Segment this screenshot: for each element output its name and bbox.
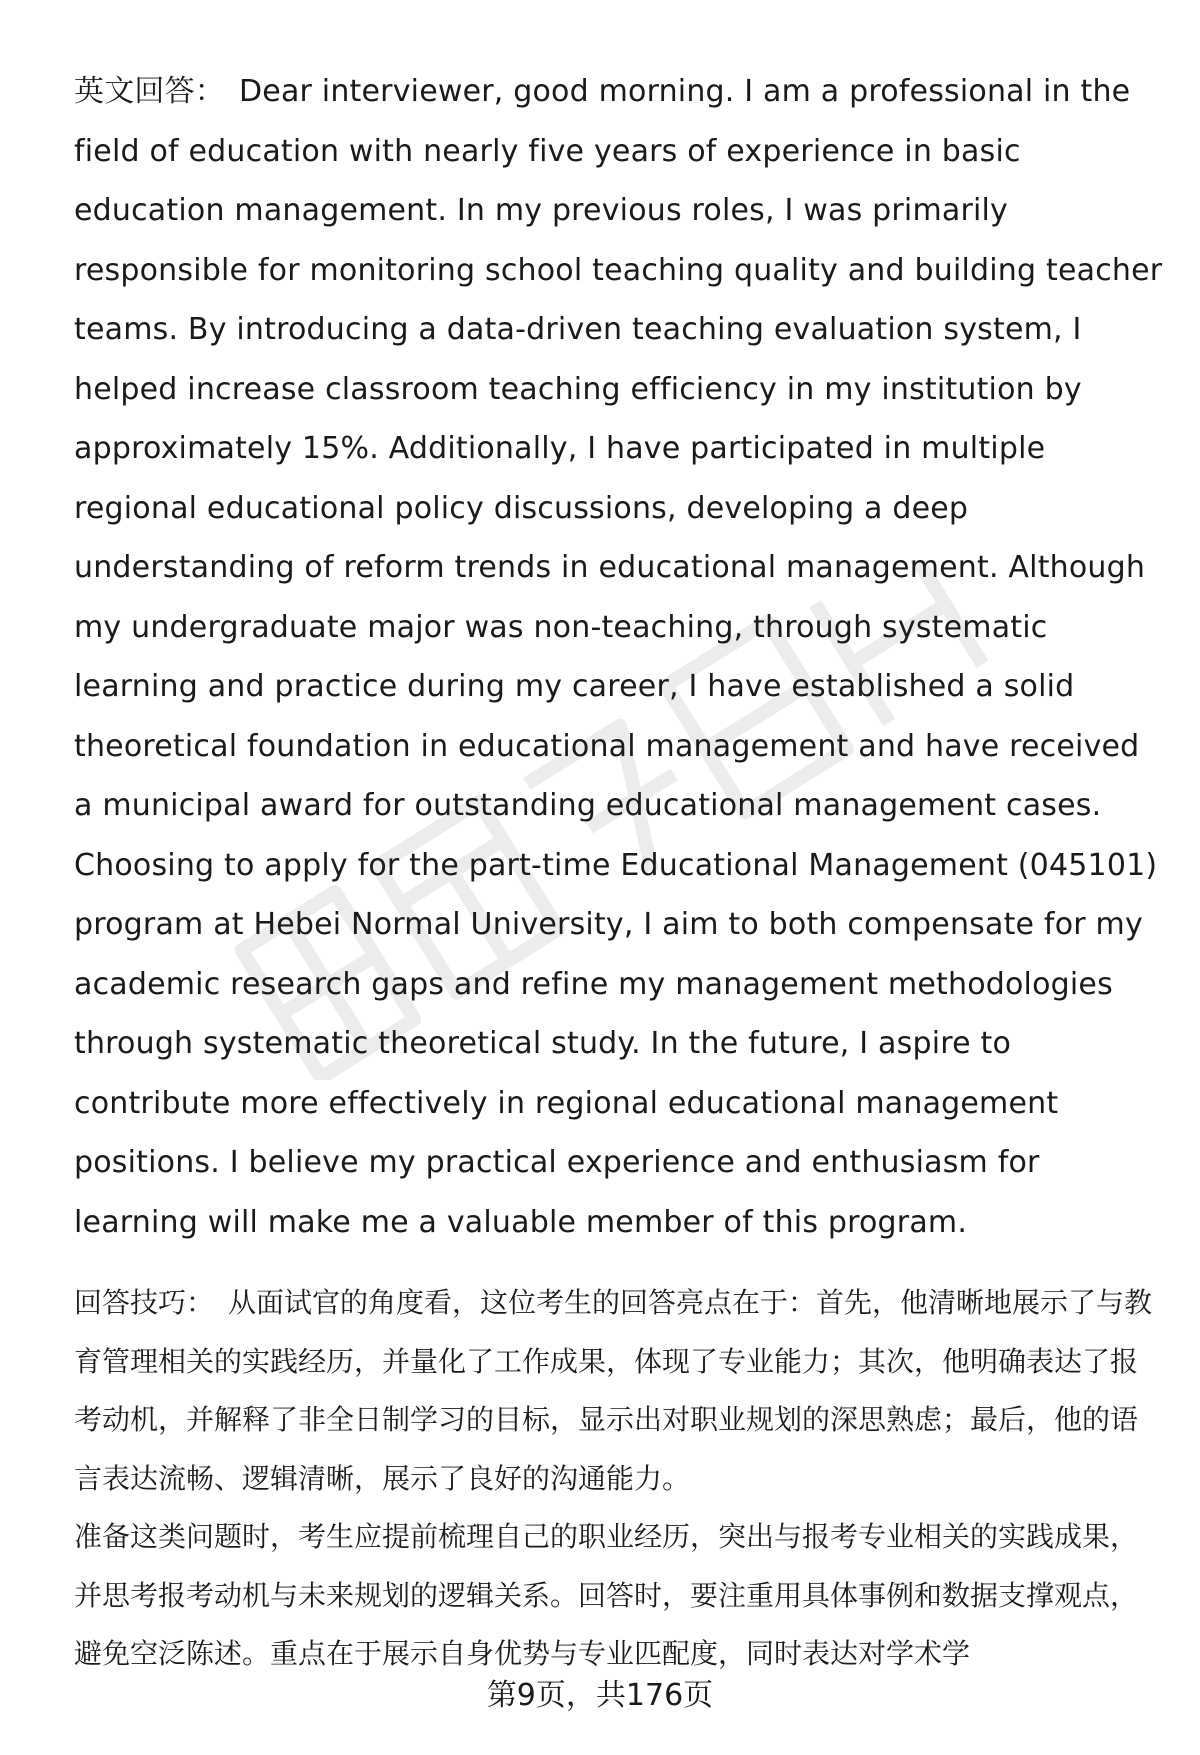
- answer-tips-paragraph: [74, 1274, 1164, 1508]
- english-answer-label: 英文回答：: [74, 74, 225, 109]
- english-answer-text: Dear interviewer, good morning. I am a professional in the field of education with nearly five years of experience in basic education management. In my previous roles, I was primarily responsible for monitoring school teaching quality and building teacher teams. By introducing a data-driven teaching evaluation system, I helped increase classroom teaching efficiency in my institution by approximately 15%. Additionally, I have participated in multiple regional educational policy discussions, developing a deep understanding of reform trends in educational management. Although my undergraduate major was non-teaching, through systematic learning and practice during my career, I have established a solid theoretical foundation in educational management and have received a municipal award for outstanding educational management cases. Choosing to apply for the part-time Educational Management (045101) program at Hebei Normal University, I aim to both compensate for my academic research gaps and refine my management methodologies through systematic theoretical study. In the future, I aspire to contribute more effectively in regional educational management positions. I believe my practical experience and enthusiasm for learning will make me a valuable member of this program.: [74, 74, 1163, 1240]
- answer-tips-text: 从面试官的角度看，这位考生的回答亮点在于：首先，他清晰地展示了与教育管理相关的实践经历，并量化了工作成果，体现了专业能力；其次，他明确表达了报考动机，并解释了非全日制学习的目标，显示出对职业规划的深思熟虑；最后，他的语言表达流畅、逻辑清晰，展示了良好的沟通能力。: [74, 1286, 1153, 1495]
- page-number-footer: 第9页，共176页: [486, 1678, 714, 1713]
- preparation-advice-paragraph: 准备这类问题时，考生应提前梳理自己的职业经历，突出与报考专业相关的实践成果，并思考报考动机与未来规划的逻辑关系。回答时，要注重用具体事例和数据支撑观点，避免空泛陈述。重点在于展示自身优势与专业匹配度，同时表达对学术学: [74, 1520, 1139, 1670]
- document-body: [74, 62, 1164, 1684]
- english-answer-paragraph: [74, 62, 1164, 1252]
- answer-tips-label: 回答技巧：: [74, 1286, 215, 1319]
